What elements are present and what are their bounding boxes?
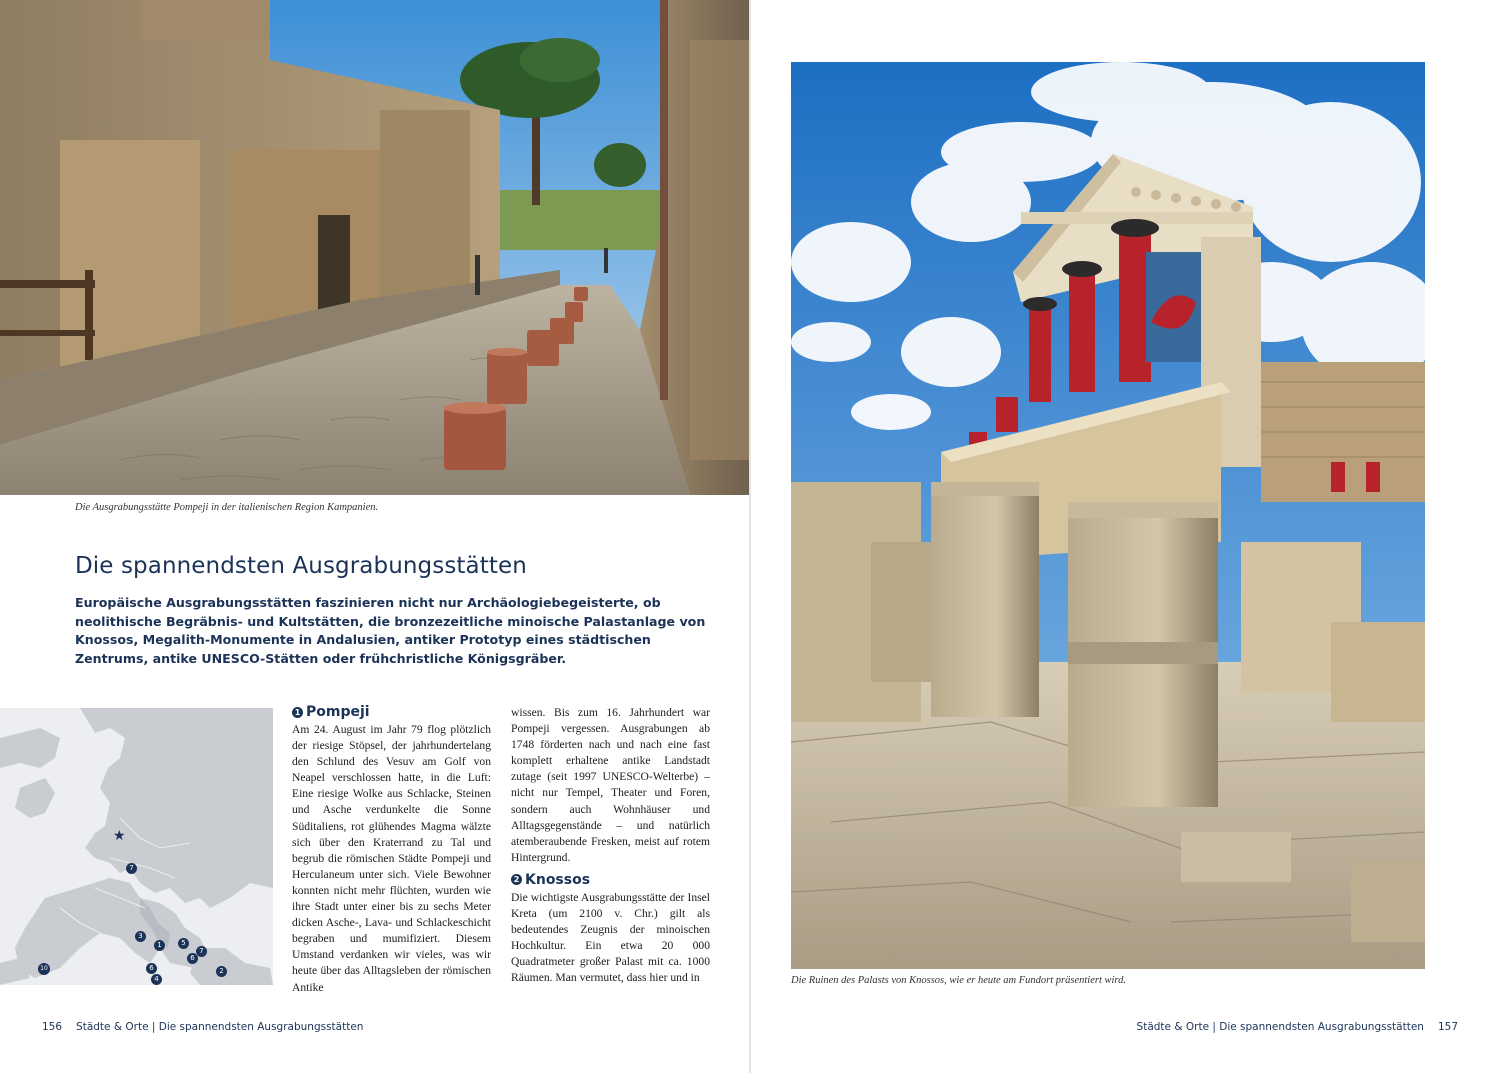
map-marker: 10 [38,963,50,975]
pompeji-heading [292,703,491,721]
map-marker: 7 [126,863,137,874]
pompeji-title: Pompeji [306,704,370,720]
europe-locator-map [0,708,273,985]
page-number: 157 [1437,1021,1458,1033]
pompeji-text-part2: wissen. Bis zum 16. Jahrhundert war Pompeji vergessen. Ausgrabungen ab 1748 förderten nach und nach eine fast komplett erhaltene antike Landstadt zutage (seit 1997 UNESCO-Welterbe) – nicht nur Tempel, Theater und Foren, sondern auch Wohnhäuser und Alltagsgegenstände – und natürlich atemberaubende Fresken, meist auf rotem Hintergrund. [511,706,710,864]
pompeji-photo [0,0,750,495]
footer-left [42,1021,363,1033]
running-footer: Städte & Orte | Die spannendsten Ausgrabungsstätten [1136,1021,1424,1033]
lead-paragraph: Europäische Ausgrabungsstätten faszinieren nicht nur Archäologiebegeisterte, ob neolithische Begräbnis- und Kultstätten, die bronzezeitliche minoische Palastanlage von Knossos, Megalith-Monumente in Andalusien, antiker Prototyp eines städtischen Zentrums, antike UNESCO-Stätten oder frühchristliche Königsgräber. [75,595,706,666]
number-badge: 2 [511,874,522,885]
knossos-text: Die wichtigste Ausgrabungsstätte der Insel Kreta (um 2100 v. Chr.) gilt als bedeutendes Zeugnis der minoischen Hochkultur. Ein etwa 20 000 Quadratmeter großer Palast mit ca. 1000 Räumen. Man vermutet, dass hier und in [511,890,710,985]
section-title: Die spannendsten Ausgrabungsstätten [75,553,527,579]
map-marker: 1 [154,940,165,951]
footer-right [1137,1021,1458,1033]
page-number: 156 [42,1021,63,1033]
pompeji-text-part1: Am 24. August im Jahr 79 flog plötzlich der riesige Stöpsel, der jahrhundertelang den Schlund des Vesuv am Golf von Neapel verschlossen hatte, in die Luft: Eine riesige Wolke aus Schlacke, Steinen und Asche verdunkelte die Sonne Süditaliens, rot glühendes Magma wälzte sich über den Kraterrand zu Tal und begrub die römischen Städte Pompeji und Herculaneum unter sich. Viele Bewohner konnten nicht mehr flüchten, wurden wie ihre Stadt unter einer bis zu sechs Meter dicken Asche-, Lava- und Schlackeschicht begraben und mumifiziert. Diesem Umstand verdanken wir vieles, was wir heute über das Alltagsleben der römischen Antike [292,723,491,994]
map-marker: 7 [196,946,207,957]
map-marker: 6 [187,953,198,964]
number-badge: 1 [292,707,303,718]
text-column-1 [292,703,491,996]
text-column-2 [511,705,710,987]
map-marker: 4 [151,974,162,985]
knossos-title: Knossos [525,871,591,888]
star-marker-icon: ★ [113,828,126,844]
map-marker: 5 [178,938,189,949]
knossos-photo-caption: Die Ruinen des Palasts von Knossos, wie er heute am Fundort präsentiert wird. [791,975,1127,986]
map-marker: 3 [135,931,146,942]
pompeji-photo-caption: Die Ausgrabungsstätte Pompeji in der italienischen Region Kampanien. [75,502,379,513]
knossos-photo [791,62,1425,969]
map-marker: 6 [146,963,157,974]
running-footer: Städte & Orte | Die spannendsten Ausgrabungsstätten [76,1021,364,1033]
knossos-heading [511,871,710,889]
map-marker: 2 [216,966,227,977]
